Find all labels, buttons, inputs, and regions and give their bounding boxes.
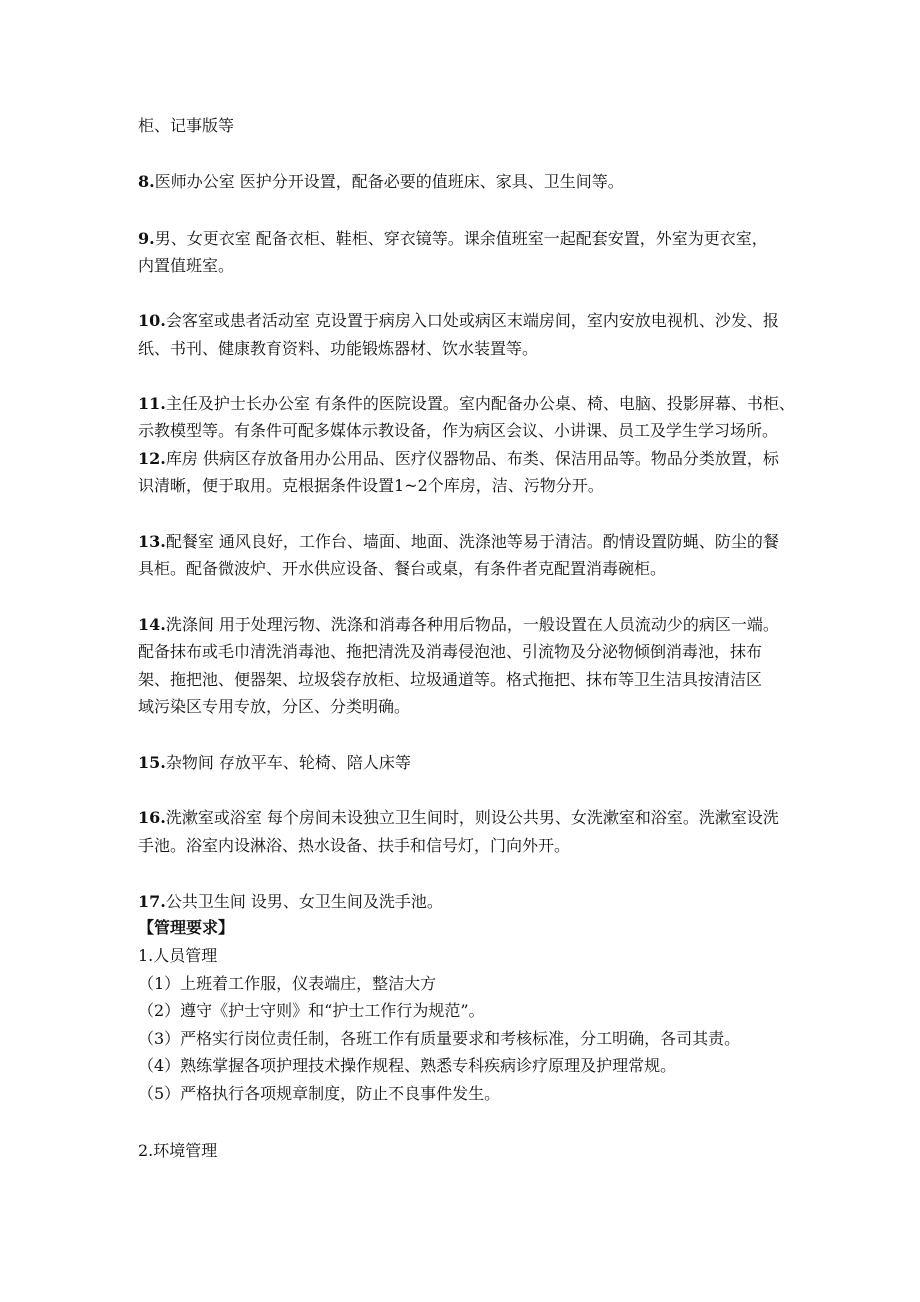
section-heading: 【管理要求】 [138,918,235,937]
item-text: 识清晰，便于取用。克根据条件设置1~2个库房，洁、污物分开。 [138,476,604,495]
item-number: 16. [138,808,166,827]
paragraph-line [138,229,768,249]
item-text: 手池。浴室内设淋浴、热水设备、扶手和信号灯，门向外开。 [138,836,571,855]
paragraph-line [138,256,234,276]
list-item: （1）上班着工作服，仪表端庄，整洁大方 [138,974,437,993]
item-text: 会客室或患者活动室 克设置于病房入口处或病区末端房间，室内安放电视机、沙发、报 [165,311,779,330]
list-item: （4）熟练掌握各项护理技术操作规程、熟悉专科疾病诊疗原理及护理常规。 [138,1056,677,1075]
item-text: 域污染区专用专放，分区、分类明确。 [138,697,411,716]
item-number: 17. [138,892,166,911]
item-number: 13. [138,532,166,551]
item-number: 8. [138,172,155,191]
paragraph-line [138,642,762,662]
list-item: （5）严格执行各项规章制度，防止不良事件发生。 [138,1084,501,1103]
paragraph-line [138,808,779,828]
item-text: 杂物间 存放平车、轮椅、陪人床等 [165,753,411,772]
item-number: 9. [138,229,155,248]
item-text: 内置值班室。 [138,256,235,275]
paragraph-line [138,670,762,690]
item-text: 配备抹布或毛巾清洗消毒池、拖把清洗及消毒侵泡池、引流物及分泌物倾倒消毒池，抹布 [138,642,763,661]
item-text: 洗涤间 用于处理污物、洗涤和消毒各种用后物品，一般设置在人员流动少的病区一端。 [165,615,779,634]
item-text: 纸、书刊、健康教育资料、功能锻炼器材、饮水装置等。 [138,339,539,358]
paragraph-line [138,559,666,579]
item-number: 11. [138,394,166,413]
item-number: 15. [138,753,166,772]
item-number: 14. [138,615,166,634]
paragraph-line [138,753,411,773]
item-text: 示教模型等。有条件可配多媒体示教设备，作为病区会议、小讲课、员工及学生学习场所。 [138,421,779,440]
paragraph-line [138,532,779,552]
paragraph-line [138,339,538,359]
paragraph-line [138,116,234,136]
paragraph-line [138,394,795,414]
item-text: 配餐室 通风良好，工作台、墙面、地面、洗涤池等易于清洁。酌情设置防蝇、防尘的餐 [165,532,779,551]
paragraph-line [138,476,604,496]
paragraph-line [138,449,779,469]
paragraph-line [138,615,779,635]
item-text: 公共卫生间 设男、女卫生间及洗手池。 [165,892,443,911]
paragraph-line [138,311,779,331]
item-number: 12. [138,449,166,468]
item-text: 架、拖把池、便器架、垃圾袋存放柜、垃圾通道等。格式拖把、抹布等卫生洁具按清洁区 [138,670,763,689]
item-text: 医师办公室 医护分开设置，配备必要的值班床、家具、卫生间等。 [154,172,624,191]
item-number: 10. [138,311,166,330]
list-item: （2）遵守《护士守则》和“护士工作行为规范”。 [138,1001,485,1020]
item-text: 库房 供病区存放备用办公用品、医疗仪器物品、布类、保洁用品等。物品分类放置，标 [165,449,779,468]
paragraph-line [138,697,410,717]
item-text: 男、女更衣室 配备衣柜、鞋柜、穿衣镜等。课余值班室一起配套安置，外室为更衣室， [154,229,768,248]
paragraph-line [138,836,570,856]
item-text: 柜、记事版等 [138,116,235,135]
paragraph-line [138,172,624,192]
paragraph-line [138,421,778,441]
item-text: 主任及护士长办公室 有条件的医院设置。室内配备办公桌、椅、电脑、投影屏幕、书柜、 [165,394,795,413]
item-text: 具柜。配备微波炉、开水供应设备、餐台或桌，有条件者克配置消毒碗柜。 [138,559,667,578]
subsection-title: 1.人员管理 [138,946,218,965]
list-item: （3）严格实行岗位责任制，各班工作有质量要求和考核标准，分工明确，各司其责。 [138,1029,741,1048]
item-text: 洗漱室或浴室 每个房间未设独立卫生间时，则设公共男、女洗漱室和浴室。洗漱室设洗 [165,808,779,827]
subsection-title: 2.环境管理 [138,1141,218,1160]
paragraph-line [138,892,443,912]
